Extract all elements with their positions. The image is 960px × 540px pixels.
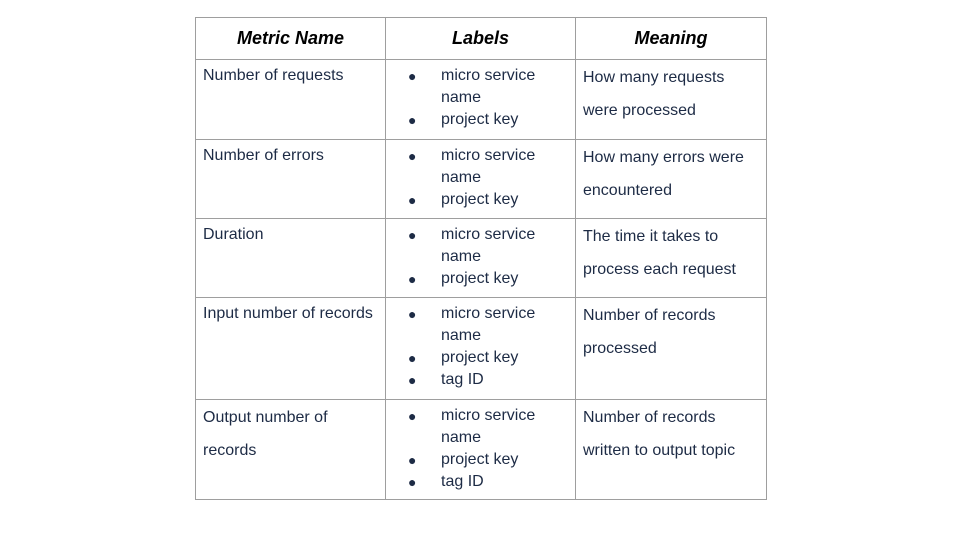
meaning-cell: [576, 298, 767, 400]
bullet-icon: ●: [408, 372, 417, 388]
label-text: micro service name: [441, 305, 536, 344]
label-list: [393, 65, 568, 131]
list-item: [393, 449, 568, 471]
meaning-cell: [576, 400, 767, 500]
labels-cell: [386, 219, 576, 298]
table-row: [196, 219, 767, 298]
bullet-icon: ●: [408, 68, 417, 84]
label-list: [393, 224, 568, 290]
labels-cell: [386, 298, 576, 400]
label-text: tag ID: [441, 371, 484, 388]
header-metric-name: Metric Name: [196, 18, 386, 60]
list-item: [393, 471, 568, 493]
bullet-icon: ●: [408, 112, 417, 128]
label-text: tag ID: [441, 473, 484, 490]
meaning-cell: [576, 60, 767, 140]
metric-cell: [196, 298, 386, 400]
meaning-cell: [576, 140, 767, 219]
label-text: micro service name: [441, 67, 536, 106]
header-meaning: Meaning: [576, 18, 767, 60]
metric-name: Number of errors: [203, 147, 324, 164]
bullet-icon: ●: [408, 227, 417, 243]
header-labels: Labels: [386, 18, 576, 60]
bullet-icon: ●: [408, 148, 417, 164]
bullet-icon: ●: [408, 306, 417, 322]
bullet-icon: ●: [408, 350, 417, 366]
label-text: micro service name: [441, 226, 536, 265]
list-item: [393, 303, 568, 347]
metric-cell: [196, 60, 386, 140]
list-item: [393, 268, 568, 290]
label-text: project key: [441, 191, 519, 208]
list-item: [393, 224, 568, 268]
meaning-text: Number of records written to output topic: [583, 409, 736, 459]
list-item: [393, 405, 568, 449]
bullet-icon: ●: [408, 408, 417, 424]
metric-cell: [196, 140, 386, 219]
table-row: [196, 298, 767, 400]
label-text: project key: [441, 349, 519, 366]
labels-cell: [386, 60, 576, 140]
labels-cell: [386, 140, 576, 219]
meaning-text: The time it takes to process each request: [583, 228, 736, 278]
metric-cell: [196, 400, 386, 500]
list-item: [393, 347, 568, 369]
bullet-icon: ●: [408, 192, 417, 208]
list-item: [393, 109, 568, 131]
bullet-icon: ●: [408, 452, 417, 468]
labels-cell: [386, 400, 576, 500]
label-list: [393, 405, 568, 493]
meaning-cell: [576, 219, 767, 298]
meaning-text: How many requests were processed: [583, 69, 725, 119]
list-item: [393, 65, 568, 109]
label-list: [393, 303, 568, 391]
meaning-text: How many errors were encountered: [583, 149, 744, 199]
metric-name: Duration: [203, 226, 264, 243]
table-row: [196, 400, 767, 500]
table-row: [196, 140, 767, 219]
table-row: [196, 60, 767, 140]
bullet-icon: ●: [408, 474, 417, 490]
label-list: [393, 145, 568, 211]
header-row: [196, 18, 767, 60]
label-text: project key: [441, 111, 519, 128]
metric-name: Number of requests: [203, 67, 344, 84]
label-text: micro service name: [441, 147, 536, 186]
list-item: [393, 189, 568, 211]
metric-cell: [196, 219, 386, 298]
metrics-table: [195, 17, 767, 500]
bullet-icon: ●: [408, 271, 417, 287]
metric-name: Output number of records: [203, 409, 328, 459]
list-item: [393, 369, 568, 391]
label-text: micro service name: [441, 407, 536, 446]
list-item: [393, 145, 568, 189]
meaning-text: Number of records processed: [583, 307, 716, 357]
metric-name: Input number of records: [203, 305, 373, 322]
label-text: project key: [441, 270, 519, 287]
label-text: project key: [441, 451, 519, 468]
